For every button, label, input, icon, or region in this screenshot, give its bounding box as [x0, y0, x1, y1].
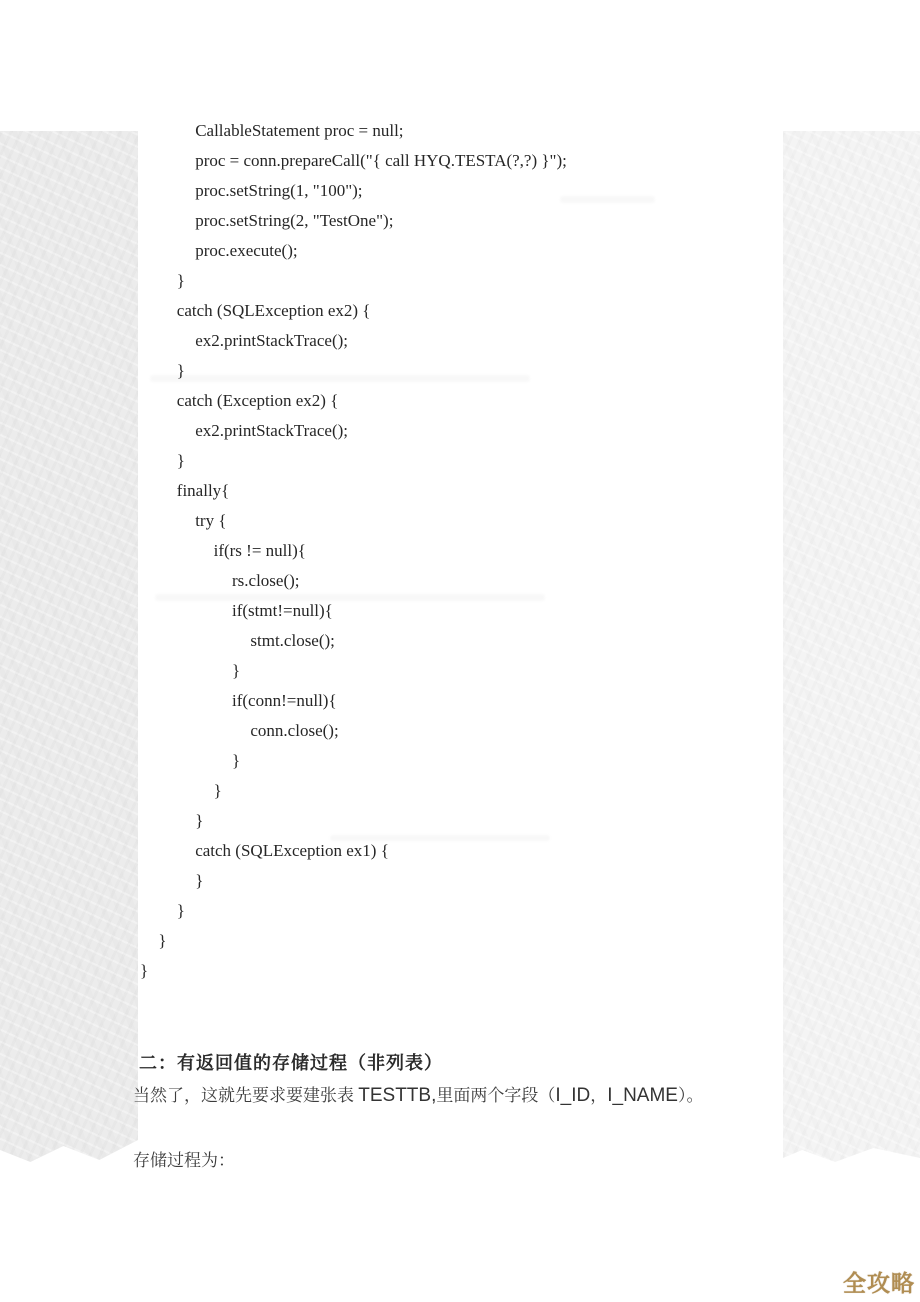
code-line: }	[140, 961, 149, 980]
code-line: proc.execute();	[195, 241, 298, 260]
code-line: catch (Exception ex2) {	[176, 391, 339, 410]
code-line: }	[232, 751, 241, 770]
stored-proc-label: 存储过程为：	[133, 1151, 235, 1170]
code-line: catch (SQLException ex2) {	[176, 301, 371, 320]
code-line: if(stmt!=null){	[232, 601, 333, 620]
code-line: }	[195, 811, 204, 830]
code-line: }	[176, 271, 185, 290]
code-line: }	[176, 451, 185, 470]
code-line: finally{	[176, 481, 230, 500]
code-line: proc.setString(1, "100");	[195, 181, 363, 200]
code-line: }	[232, 661, 241, 680]
code-line: CallableStatement proc = null;	[195, 121, 404, 140]
body-text-segment: 当然了，这就先要求要建张表	[133, 1086, 359, 1105]
body-text-segment: TESTTB,	[358, 1085, 437, 1106]
code-line: stmt.close();	[250, 631, 335, 650]
code-line: }	[176, 361, 185, 380]
body-text-segment: I_NAME	[607, 1085, 678, 1106]
scanner-margin-right	[783, 131, 920, 1164]
code-block	[137, 116, 797, 986]
code-line: proc.setString(2, "TestOne");	[195, 211, 394, 230]
code-line: try {	[195, 511, 227, 530]
scanner-margin-left	[0, 131, 138, 1164]
code-line: }	[176, 901, 185, 920]
body-text-segment: ）。	[677, 1086, 704, 1105]
section-heading: 二：有返回值的存储过程（非列表）	[139, 1053, 443, 1073]
code-line: catch (SQLException ex1) {	[195, 841, 389, 860]
code-line: rs.close();	[232, 571, 300, 590]
code-line: ex2.printStackTrace();	[195, 331, 348, 350]
quangonglue-watermark: 全攻略	[843, 1270, 915, 1296]
code-line: conn.close();	[250, 721, 339, 740]
body-text-segment: I_ID	[555, 1085, 591, 1106]
code-line: ex2.printStackTrace();	[195, 421, 348, 440]
body-text-segment: 里面两个字段（	[436, 1086, 556, 1105]
code-line: if(rs != null){	[213, 541, 306, 560]
section-body-text	[133, 1081, 793, 1107]
code-line: if(conn!=null){	[232, 691, 337, 710]
body-text-segment: ，	[590, 1086, 608, 1105]
code-line: }	[158, 931, 167, 950]
code-line: }	[195, 871, 204, 890]
code-line: }	[213, 781, 222, 800]
code-line: proc = conn.prepareCall("{ call HYQ.TESTA(?,?) }");	[195, 151, 567, 170]
